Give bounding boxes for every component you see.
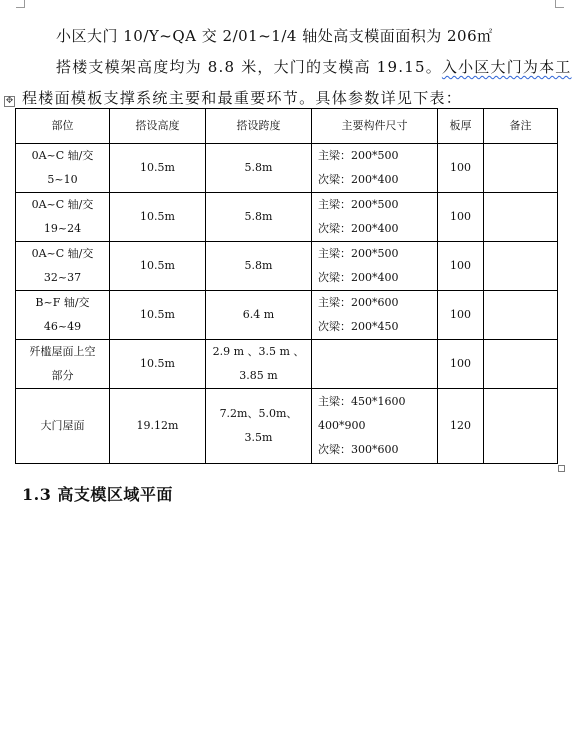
cell-line: 次梁：200*400	[318, 173, 399, 186]
column-header: 板厚	[438, 109, 484, 144]
parameters-table	[15, 108, 558, 464]
column-header: 搭设跨度	[206, 109, 312, 144]
thickness-cell: 120	[438, 389, 484, 464]
table-row	[16, 193, 558, 242]
cell-line: 5.8m	[244, 210, 273, 223]
cell-line: 3.85 m	[239, 369, 278, 382]
height-cell: 10.5m	[110, 340, 206, 389]
cell-line: 主梁：200*500	[318, 198, 399, 211]
span-cell	[206, 193, 312, 242]
margin-corner-mark	[16, 0, 25, 8]
cell-line: 0A~C 轴/交	[31, 198, 94, 211]
span-cell	[206, 340, 312, 389]
table-resize-handle[interactable]	[558, 465, 565, 472]
cell-line: 0A~C 轴/交	[31, 247, 94, 260]
height-cell: 10.5m	[110, 291, 206, 340]
column-header: 搭设高度	[110, 109, 206, 144]
cell-line: 32~37	[43, 271, 82, 284]
cell-line: 7.2m、5.0m、3.5m	[219, 407, 298, 444]
span-cell	[206, 144, 312, 193]
member-size-cell	[312, 291, 438, 340]
cell-line: 5.8m	[244, 161, 273, 174]
cell-line: 5~10	[47, 173, 78, 186]
member-size-cell	[312, 242, 438, 291]
member-size-cell	[312, 193, 438, 242]
section-heading: 1.3 高支模区域平面	[22, 485, 173, 504]
table-row	[16, 389, 558, 464]
member-size-cell	[312, 144, 438, 193]
remark-cell	[484, 291, 558, 340]
cell-line: B~F 轴/交	[35, 296, 90, 309]
paragraph-line-3	[22, 88, 462, 108]
cell-line: 6.4 m	[242, 308, 275, 321]
table-row	[16, 242, 558, 291]
cell-line: 次梁：200*450	[318, 320, 399, 333]
location-cell	[16, 340, 110, 389]
paragraph-line-1	[56, 26, 493, 46]
cell-line: 大门屋面	[40, 419, 85, 432]
thickness-cell: 100	[438, 291, 484, 340]
remark-cell	[484, 193, 558, 242]
cell-line: 400*900	[318, 419, 366, 432]
paragraph-text: 小区大门 10/Y~QA 交 2/01~1/4 轴处高支模面面积为 206㎡	[56, 27, 493, 45]
height-cell: 19.12m	[110, 389, 206, 464]
cell-line: 主梁：450*1600	[318, 395, 406, 408]
column-header: 部位	[16, 109, 110, 144]
cell-line: 次梁：200*400	[318, 271, 399, 284]
remark-cell	[484, 389, 558, 464]
location-cell	[16, 389, 110, 464]
paragraph-text: 程楼面模板支撑系统主要和最重要环节。具体参数详见下表：	[22, 89, 463, 107]
height-cell: 10.5m	[110, 242, 206, 291]
cell-line: 部分	[51, 369, 74, 382]
remark-cell	[484, 340, 558, 389]
remark-cell	[484, 144, 558, 193]
height-cell: 10.5m	[110, 144, 206, 193]
span-cell	[206, 291, 312, 340]
cell-line: 歼槛屋面上空	[29, 345, 96, 358]
cell-line: 19~24	[43, 222, 82, 235]
cell-line: 次梁：200*400	[318, 222, 399, 235]
cell-line: 46~49	[43, 320, 82, 333]
column-header: 备注	[484, 109, 558, 144]
margin-corner-mark	[555, 0, 564, 8]
move-arrows-icon[interactable]: ✥	[5, 96, 14, 106]
cell-line: 0A~C 轴/交	[31, 149, 94, 162]
height-cell: 10.5m	[110, 193, 206, 242]
location-cell	[16, 291, 110, 340]
thickness-cell: 100	[438, 340, 484, 389]
thickness-cell: 100	[438, 242, 484, 291]
table-header-row	[16, 109, 558, 144]
span-cell	[206, 389, 312, 464]
thickness-cell: 100	[438, 193, 484, 242]
paragraph-text: 搭楼支模架高度均为 8.8 米，大门的支模高 19.15。	[56, 58, 442, 76]
span-cell	[206, 242, 312, 291]
location-cell	[16, 193, 110, 242]
table-row	[16, 340, 558, 389]
thickness-cell: 100	[438, 144, 484, 193]
remark-cell	[484, 242, 558, 291]
cell-line: 次梁：300*600	[318, 443, 399, 456]
cell-line: 2.9 m 、3.5 m 、	[212, 345, 305, 358]
table-row	[16, 144, 558, 193]
cell-line: 5.8m	[244, 259, 273, 272]
cell-line: 主梁：200*500	[318, 247, 399, 260]
table-row	[16, 291, 558, 340]
location-cell	[16, 242, 110, 291]
cell-line: 主梁：200*600	[318, 296, 399, 309]
member-size-cell	[312, 389, 438, 464]
location-cell	[16, 144, 110, 193]
cell-line: 主梁：200*500	[318, 149, 399, 162]
paragraph-line-2	[56, 57, 572, 77]
column-header: 主要构件尺寸	[312, 109, 438, 144]
member-size-cell	[312, 340, 438, 389]
grammar-flagged-text: 入小区大门为本工	[441, 58, 572, 76]
